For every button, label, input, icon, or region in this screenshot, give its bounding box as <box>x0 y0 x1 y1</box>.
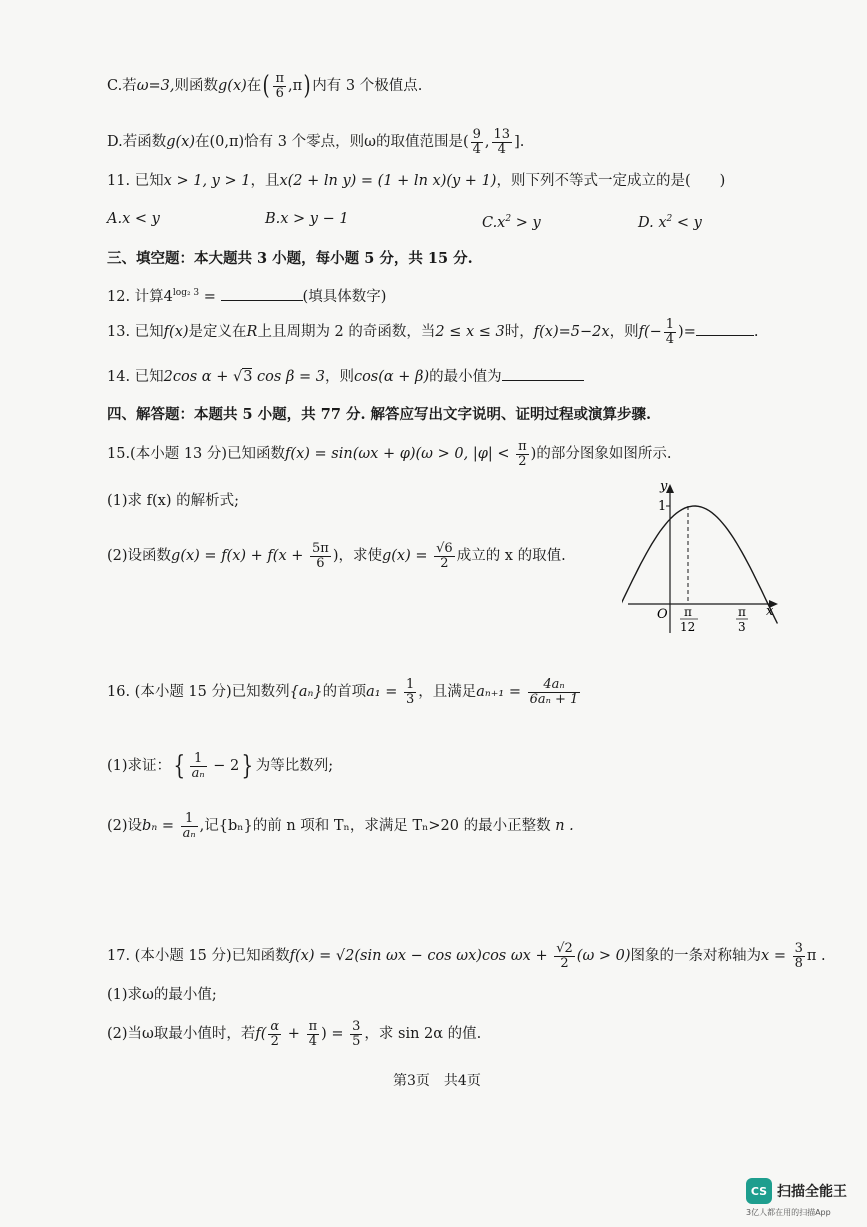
q11-option-c: $C.x^2 > y$ <box>482 214 541 231</box>
q10-option-c: C.若ω=3,则函数g(x)在( $\frac{\pi}{6}$ ,π) 内有 3 个极值点. <box>107 71 423 102</box>
q15-stem: 15.(本小题 13 分)已知函数f(x) = sin(ωx + φ)(ω > 0, |φ| < $\frac{\pi}{2}$ )的部分图象如图所示. <box>107 439 672 469</box>
section-4-heading: 四、解答题：本题共 5 小题，共 77 分. 解答应写出文字说明、证明过程或演算步骤. <box>107 406 652 423</box>
sine-curve <box>622 506 777 624</box>
q16-part1: (1)求证：{ $\frac{1}{\text{aₙ}}$ − 2} 为等比数列; <box>107 751 334 782</box>
q13: 13. 已知f(x)是定义在R上且周期为 2 的奇函数，当2 ≤ x ≤ 3时，f(x)=5−2x，则f(− $\frac{1}{4}$ )= . <box>107 317 759 347</box>
q17-part1: (1)求ω的最小值; <box>107 987 217 1003</box>
scanner-tagline: 3亿人都在用的扫描App <box>746 1208 831 1217</box>
page-footer: 第3页 共4页 <box>393 1073 481 1089</box>
q11-stem: 11. 已知x > 1, y > 1，且x(2 + ln y) = (1 + ln x)(y + 1)，则下列不等式一定成立的是( ) <box>107 173 726 189</box>
q14-answer-blank <box>502 380 584 381</box>
origin-label: O <box>657 607 668 622</box>
q11-option-d: D. $x^2 < y$ <box>638 214 702 231</box>
q15-sine-graph <box>622 478 782 640</box>
tick2-den: 3 <box>738 620 746 634</box>
q17-stem: 17. (本小题 15 分)已知函数f(x) = √2(sin ωx − cos ωx)cos ωx + $\frac{√2}{2}$ (ω > 0)图象的一条对称轴为x = $\frac{3}{8}$ π . <box>107 941 826 971</box>
q15-part2: (2)设函数g(x) = f(x) + f(x + $\frac{5\pi}{6}$ )，求使g(x) = $\frac{√6}{2}$ 成立的 x 的取值. <box>107 541 566 571</box>
q15-part1: (1)求 f(x) 的解析式; <box>107 493 240 509</box>
q10-option-d: D.若函数g(x)在(0,π)恰有 3 个零点，则ω的取值范围是( $\frac{9}{4}$ , $\frac{13}{4}$ ]. <box>107 127 525 157</box>
section-3-heading: 三、填空题：本大题共 3 小题，每小题 5 分，共 15 分. <box>107 250 473 267</box>
q17-part2: (2)当ω取最小值时，若f( $\frac{\alpha}{2}$ + $\frac{\pi}{4}$ ) = $\frac{3}{5}$ ，求 sin 2α 的值. <box>107 1019 482 1049</box>
scanner-watermark <box>746 1178 847 1204</box>
q11-option-b: B.x > y − 1 <box>265 211 349 227</box>
q12: 12. 计算$4^{log_2 3}$ = (填具体数字) <box>107 288 387 305</box>
tick1-num: π <box>684 605 692 619</box>
tick1-den: 12 <box>680 620 696 634</box>
y-axis-label: y <box>660 479 668 494</box>
cs-logo-icon: CS <box>746 1178 772 1204</box>
scanner-app-name: 扫描全能王 <box>777 1184 847 1200</box>
q12-answer-blank <box>221 300 303 301</box>
q13-answer-blank <box>696 335 754 336</box>
q16-stem: 16. (本小题 15 分)已知数列{aₙ}的首项a₁ = $\frac{1}{3}$ ，且满足aₙ₊₁ = $\frac{\text{4aₙ}}{\text{6aₙ + 1}}$ <box>107 677 579 707</box>
max-label: 1 <box>658 499 667 514</box>
tick2-num: π <box>738 605 746 619</box>
x-axis-label: x <box>766 604 774 619</box>
q16-part2: (2)设bₙ = $\frac{1}{\text{aₙ}}$ ,记{bₙ}的前 n 项和 Tₙ，求满足 Tₙ>20 的最小正整数 n . <box>107 811 574 841</box>
q11-option-a: A.x < y <box>107 211 160 227</box>
q14: 14. 已知2cos α + √3 cos β = 3，则cos(α + β)的最小值为 <box>107 366 584 388</box>
